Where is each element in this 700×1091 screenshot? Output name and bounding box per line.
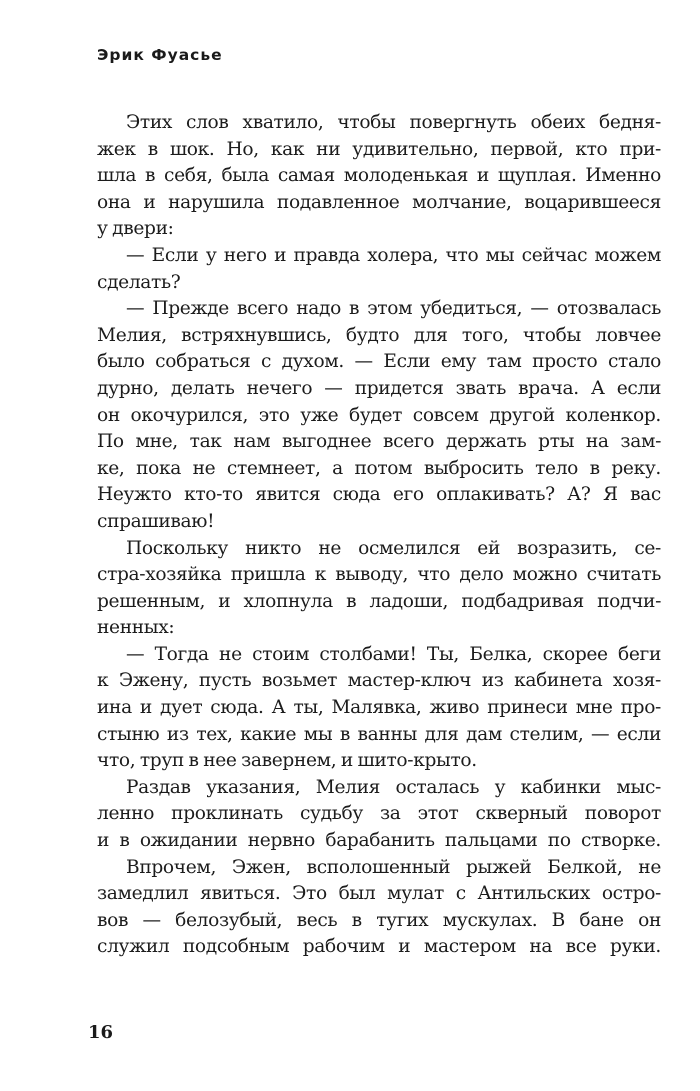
text-line: ненных: (97, 617, 175, 639)
text-line: ина и дует сюда. А ты, Малявка, живо принеси мне про- (97, 697, 661, 719)
text-line: Поскольку никто не осмелился ей возразить, се- (126, 537, 661, 559)
text-line: Раздав указания, Мелия осталась у кабинки мыс- (126, 776, 661, 798)
text-line: он окочурился, это уже будет совсем другой коленкор. (97, 404, 661, 426)
text-line: спрашиваю! (97, 510, 215, 532)
text-line: По мне, так нам выгоднее всего держать рты на зам- (97, 431, 661, 453)
text-line: у двери: (97, 218, 174, 240)
text-line: сделать? (97, 271, 181, 293)
body-text (97, 110, 661, 961)
text-line: стра-хозяйка пришла к выводу, что дело можно считать (97, 564, 661, 586)
text-line: Неужто кто-то явится сюда его оплакивать? А? Я вас (97, 484, 661, 506)
text-line: вов — белозубый, весь в тугих мускулах. В бане он (97, 909, 661, 931)
text-line: служил подсобным рабочим и мастером на все руки. (97, 936, 661, 958)
text-line: — Если у него и правда холера, что мы сейчас можем (126, 244, 661, 266)
text-line: и в ожидании нервно барабанить пальцами по створке. (97, 830, 661, 852)
text-line: что, труп в нее завернем, и шито-крыто. (97, 750, 477, 772)
text-line: шла в себя, была самая молоденькая и щуплая. Именно (97, 165, 661, 187)
text-line: было собраться с духом. — Если ему там просто стало (97, 351, 661, 373)
text-line: ленно проклинать судьбу за этот скверный поворот (97, 803, 661, 825)
text-line: Мелия, встряхнувшись, будто для того, чтобы ловчее (97, 324, 661, 346)
text-line: Впрочем, Эжен, всполошенный рыжей Белкой, не (126, 856, 661, 878)
text-line: Этих слов хватило, чтобы повергнуть обеих бедня- (126, 112, 661, 133)
text-line: ке, пока не стемнеет, а потом выбросить тело в реку. (97, 457, 661, 479)
text-line: жек в шок. Но, как ни удивительно, первой, кто при- (97, 138, 661, 160)
text-line: она и нарушила подавленное молчание, воцарившееся (97, 191, 661, 213)
text-line: замедлил явиться. Это был мулат с Антильских остро- (97, 883, 661, 905)
page-number: 16 (88, 1022, 114, 1043)
text-line: к Эжену, пусть возьмет мастер-ключ из кабинета хозя- (97, 670, 661, 692)
text-line: — Прежде всего надо в этом убедиться, — отозвалась (126, 298, 661, 320)
text-line: — Тогда не стоим столбами! Ты, Белка, скорее беги (126, 643, 661, 665)
text-line: стыню из тех, какие мы в ванны для дам стелим, — если (97, 723, 661, 745)
text-line: решенным, и хлопнула в ладоши, подбадривая подчи- (97, 590, 661, 612)
running-head-author: Эрик Фуасье (97, 46, 223, 64)
text-line: дурно, делать нечего — придется звать врача. А если (97, 377, 661, 399)
